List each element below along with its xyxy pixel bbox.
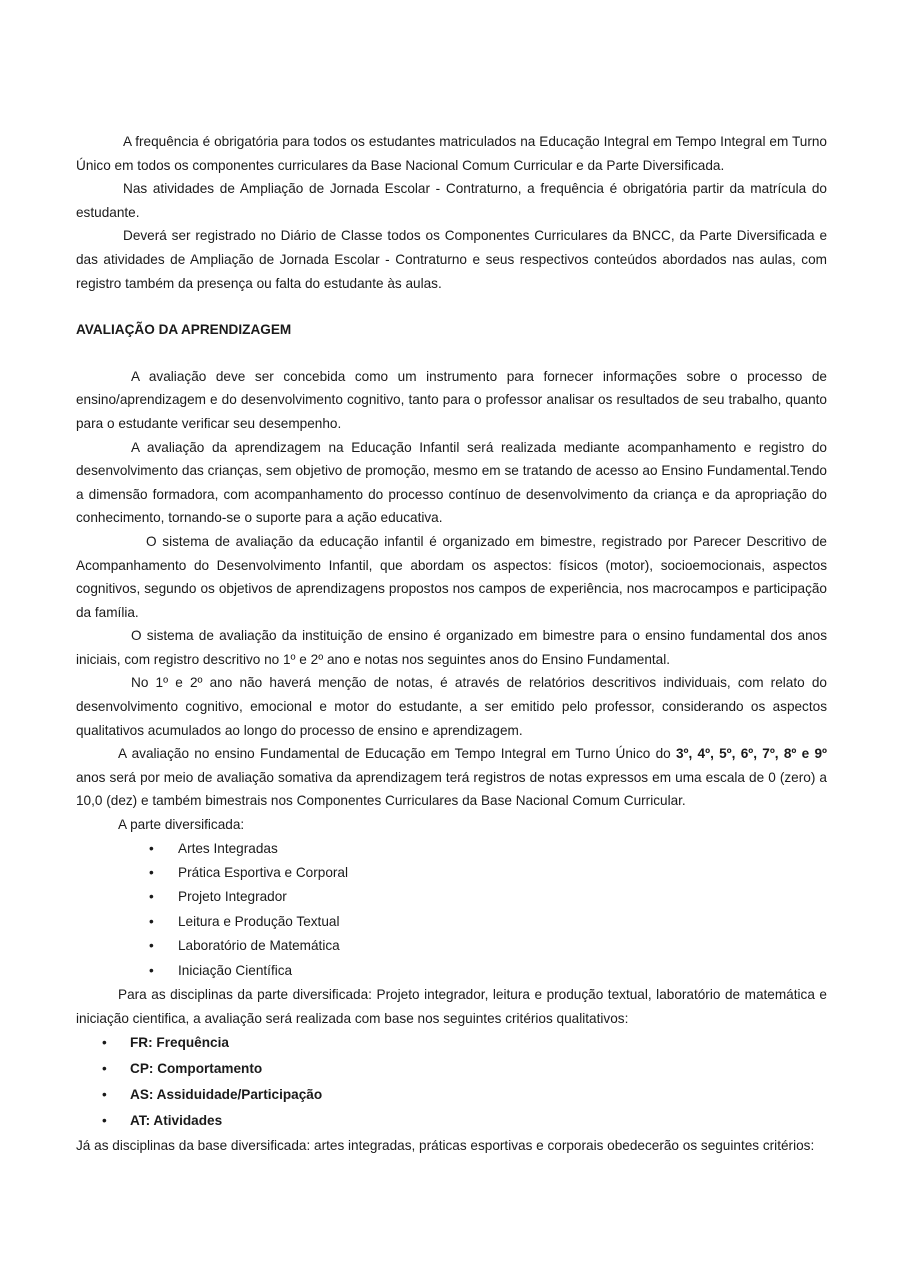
bullet-icon: • [149,938,154,954]
bullet-icon: • [102,1035,107,1051]
bullet-icon: • [102,1061,107,1077]
document-page [76,130,827,1158]
list-item-text: CP: Comportamento [130,1061,263,1077]
list-item-text: Projeto Integrador [178,889,287,905]
bullet-icon: • [149,913,154,929]
paragraph-frequencia: A frequência é obrigatória para todos os estudantes matriculados na Educação Integral em Tempo Integral em Turno Único em todos os componentes curriculares da Base Nacional Comum Curricular e da Parte Diversificada. [76,134,827,173]
criterios-list [76,1030,827,1134]
paragraph-ensino-fundamental [76,742,827,813]
paragraph-criterios-intro: Para as disciplinas da parte diversificada: Projeto integrador, leitura e produção textual, laboratório de matemática e iniciação cientifica, a avaliação será realizada com base nos seguintes critérios qualitativos: [76,987,827,1026]
spacer [76,295,827,318]
list-item [76,837,827,861]
paragraph-sistema-instituicao: O sistema de avaliação da instituição de ensino é organizado em bimestre para o ensino fundamental dos anos iniciais, com registro descritivo no 1º e 2º ano e notas nos seguintes anos do Ensino Fundamental. [76,628,827,667]
bullet-icon: • [149,962,154,978]
fundamental-text-before: A avaliação no ensino Fundamental de Educação em Tempo Integral em Turno Único do [118,746,676,762]
list-item-text: AT: Atividades [130,1113,223,1129]
list-item [76,885,827,909]
list-item [76,1082,827,1108]
list-item [76,1056,827,1082]
paragraph-avaliacao-concebida: A avaliação deve ser concebida como um instrumento para fornecer informações sobre o processo de ensino/aprendizagem e do desenvolvimento cognitivo, tanto para o professor analisar os resultados de seu trabalho, quanto para o estudante verificar seu desempenho. [76,368,827,431]
bullet-icon: • [149,840,154,856]
paragraph-sistema-infantil: O sistema de avaliação da educação infantil é organizado em bimestre, registrado por Parecer Descritivo de Acompanhamento do Desenvolvimento Infantil, que abordam os aspectos: físicos (motor), socioemocionais, aspectos cognitivos, segundo os objetivos de aprendizagens propostos nos campos de experiência, nos macrocampos e participação da família. [76,533,827,620]
paragraph-contraturno: Nas atividades de Ampliação de Jornada Escolar - Contraturno, a frequência é obrigatória partir da matrícula do estudante. [76,181,827,220]
list-item [76,861,827,885]
paragraph-closing: Já as disciplinas da base diversificada: artes integradas, práticas esportivas e corporais obedecerão os seguintes critérios: [76,1138,815,1154]
list-item-text: Laboratório de Matemática [178,938,340,954]
list-item [76,1030,827,1056]
bullet-icon: • [102,1087,107,1103]
paragraph-primeiro-segundo-ano: No 1º e 2º ano não haverá menção de notas, é através de relatórios descritivos individuais, com relato do desenvolvimento cognitivo, emocional e motor do estudante, a ser emitido pelo professor, considerando os aspectos qualitativos acumulados ao longo do processo de ensino e aprendizagem. [76,675,827,738]
section-heading: AVALIAÇÃO DA APRENDIZAGEM [76,322,292,338]
list-item-text: Leitura e Produção Textual [178,913,340,929]
bullet-icon: • [149,865,154,881]
spacer [76,342,827,365]
list-item [76,934,827,958]
list-item-text: AS: Assiduidade/Participação [130,1087,323,1103]
paragraph-diario-classe: Deverá ser registrado no Diário de Classe todos os Componentes Curriculares da BNCC, da Parte Diversificada e das atividades de Ampliação de Jornada Escolar - Contraturno e seus respectivos conteúdos abordados nas aulas, com registro também da presença ou falta do estudante às aulas. [76,228,827,291]
paragraph-educacao-infantil: A avaliação da aprendizagem na Educação Infantil será realizada mediante acompanhamento e registro do desenvolvimento das crianças, sem objetivo de promoção, mesmo em se tratando de acesso ao Ensino Fundamental.Tendo a dimensão formadora, com acompanhamento do processo contínuo de desenvolvimento da criança e da apropriação do conhecimento, tornando-se o suporte para a ação educativa. [76,439,827,526]
fundamental-text-after: anos será por meio de avaliação somativa da aprendizagem terá registros de notas expressos em uma escala de 0 (zero) a 10,0 (dez) e também bimestrais nos Componentes Curriculares da Base Nacional Comum Curricular. [76,769,827,809]
list-item-text: FR: Frequência [130,1035,229,1051]
list-item [76,1108,827,1134]
list-item-text: Artes Integradas [178,840,278,856]
parte-diversificada-list [76,837,827,983]
fundamental-years: 3º, 4º, 5º, 6º, 7º, 8º e 9º [675,746,827,762]
parte-diversificada-label: A parte diversificada: [118,817,245,833]
list-item-text: Iniciação Científica [178,962,293,978]
bullet-icon: • [102,1113,107,1129]
bullet-icon: • [149,889,154,905]
list-item [76,910,827,934]
list-item-text: Prática Esportiva e Corporal [178,865,348,881]
list-item [76,959,827,983]
